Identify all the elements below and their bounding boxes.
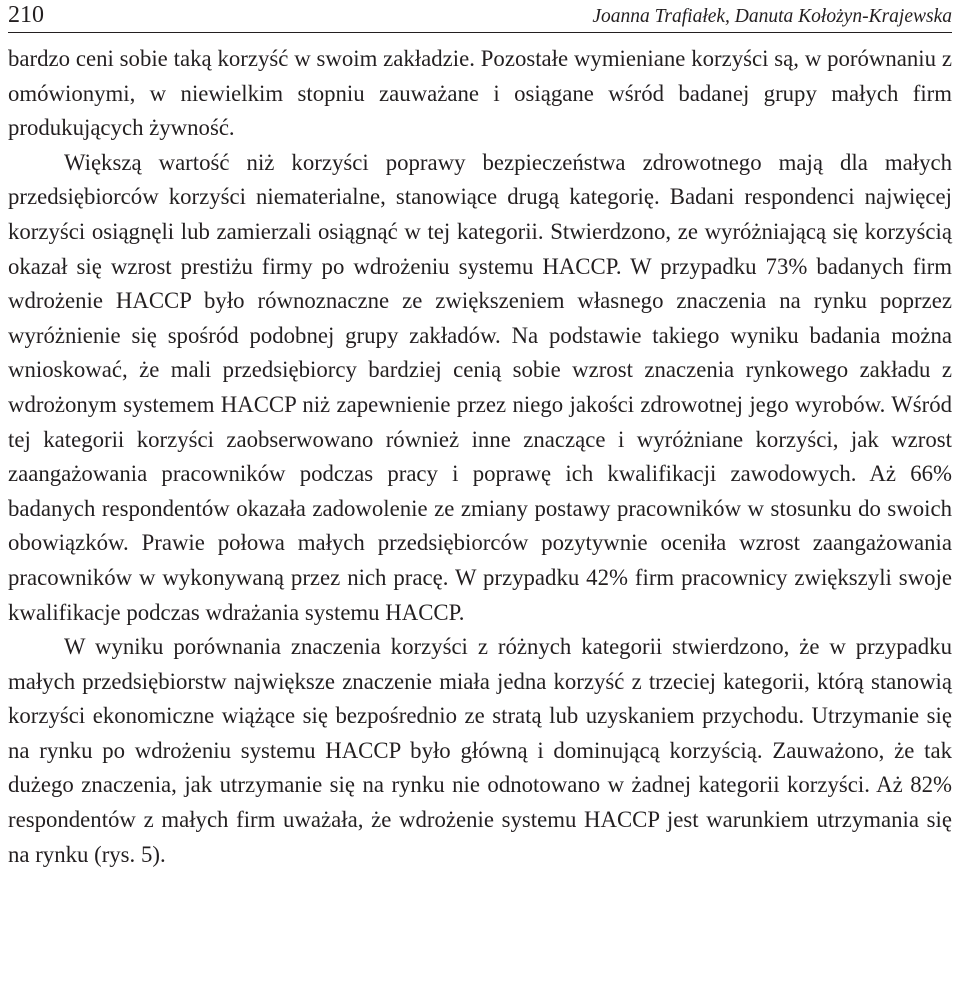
page-number: 210 <box>8 2 44 28</box>
page-header <box>8 2 952 33</box>
paragraph-continued: bardzo ceni sobie taką korzyść w swoim zakładzie. Pozostałe wymieniane korzyści są, w porównaniu z omówionymi, w niewielkim stopniu zauważane i osiągane wśród badanej grupy małych firm produkujących żywność. <box>8 46 952 141</box>
paragraph: W wyniku porównania znaczenia korzyści z różnych kategorii stwierdzono, że w przypadku małych przedsiębiorstw największe znaczenie miała jedna korzyść z trzeciej kategorii, którą stanowią korzyści ekonomiczne wiążące się bezpośrednio ze stratą lub uzyskaniem przychodu. Utrzymanie się na rynku po wdrożeniu systemu HACCP było główną i dominującą korzyścią. Zauważono, że tak dużego znaczenia, jak utrzymanie się na rynku nie odnotowano w żadnej kategorii korzyści. Aż 82% respondentów z małych firm uważała, że wdrożenie systemu HACCP jest warunkiem utrzymania się na rynku (rys. 5). <box>8 634 952 867</box>
paragraph: Większą wartość niż korzyści poprawy bezpieczeństwa zdrowotnego mają dla małych przedsiębiorców korzyści niematerialne, stanowiące drugą kategorię. Badani respondenci najwięcej korzyści osiągnęli lub zamierzali osiągnąć w tej kategorii. Stwierdzono, ze wyróżniającą się korzyścią okazał się wzrost prestiżu firmy po wdrożeniu systemu HACCP. W przypadku 73% badanych firm wdrożenie HACCP było równoznaczne ze zwiększeniem własnego znaczenia na rynku poprzez wyróżnienie się spośród podobnej grupy zakładów. Na podstawie takiego wyniku badania można wnioskować, że mali przedsiębiorcy bardziej cenią sobie wzrost znaczenia rynkowego zakładu z wdrożonym systemem HACCP niż zapewnienie przez niego jakości zdrowotnej jego wyrobów. Wśród tej kategorii korzyści zaobserwowano również inne znaczące i wyróżniane korzyści, jak wzrost zaangażowania pracowników podczas pracy i poprawę ich kwalifikacji zawodowych. Aż 66% badanych respondentów okazała zadowolenie ze zmiany postawy pracowników w stosunku do swoich obowiązków. Prawie połowa małych przedsiębiorców pozytywnie oceniła wzrost zaangażowania pracowników w wykonywaną przez nich pracę. W przypadku 42% firm pracownicy zwiększyli swoje kwalifikacje podczas wdrażania systemu HACCP. <box>8 149 952 625</box>
running-head: Joanna Trafiałek, Danuta Kołożyn-Krajewska <box>592 6 952 27</box>
body-text <box>8 42 952 872</box>
document-page <box>8 0 952 872</box>
